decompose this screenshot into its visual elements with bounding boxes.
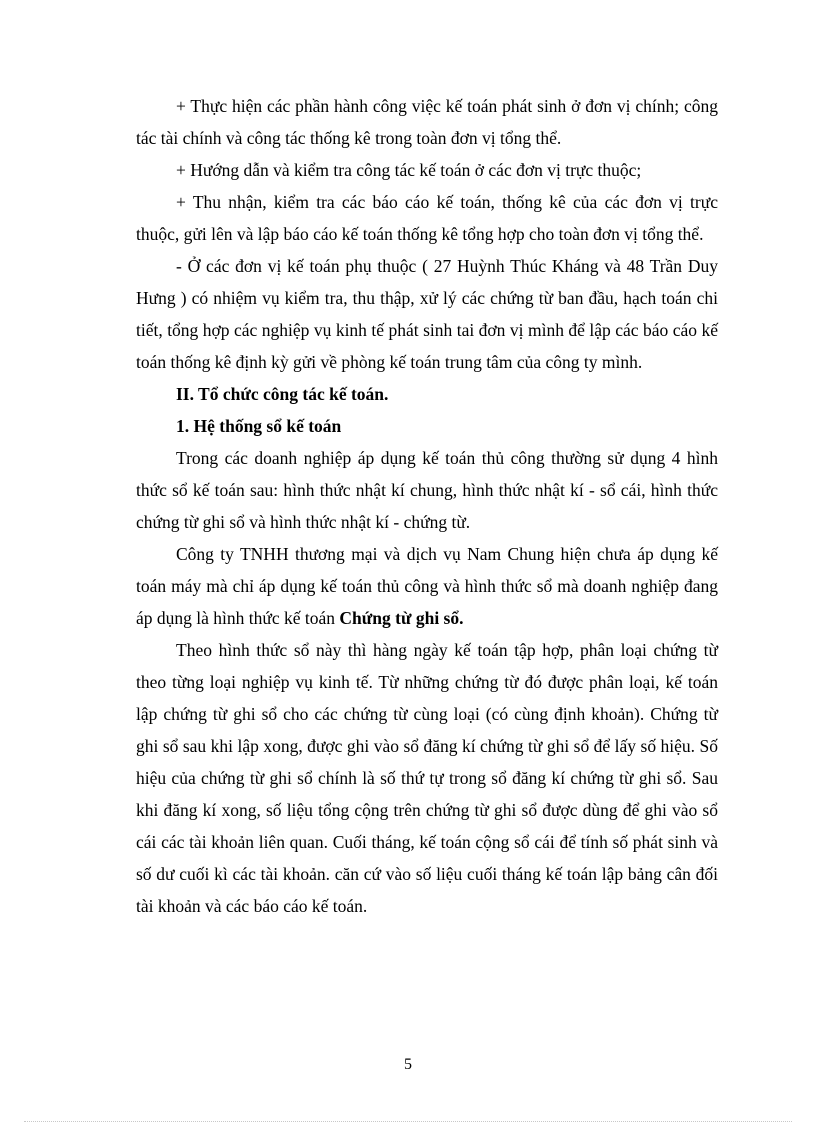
page-bottom-divider: [24, 1121, 792, 1122]
subsection-heading: 1. Hệ thống sổ kế toán: [176, 416, 342, 436]
paragraph-procedure: Theo hình thức sổ này thì hàng ngày kế toán tập hợp, phân loại chứng từ theo từng loại nghiệp vụ kinh tế. Từ những chứng từ đó được phân loại, kế toán lập chứng từ ghi sổ cho các chứng từ cùng loại (có cùng định khoản). Chứng từ ghi sổ sau khi lập xong, được ghi vào sổ đăng kí chứng từ ghi sổ để lấy số hiệu. Số hiệu của chứng từ ghi sổ chính là số thứ tự trong sổ đăng kí chứng từ ghi sổ. Sau khi đăng kí xong, số liệu tổng cộng trên chứng từ ghi sổ được dùng để ghi vào sổ cái các tài khoản liên quan. Cuối tháng, kế toán cộng sổ cái để tính số phát sinh và số dư cuối kì các tài khoản. căn cứ vào số liệu cuối tháng kế toán lập bảng cân đối tài khoản và các báo cáo kế toán.: [136, 640, 718, 916]
paragraph-company-form-text: Công ty TNHH thương mại và dịch vụ Nam Chung hiện chưa áp dụng kế toán máy mà chỉ áp dụng kế toán thủ công và hình thức sổ mà doanh nghiệp đang áp dụng là hình thức kế toán: [136, 544, 718, 628]
paragraph-dependent-units: - Ở các đơn vị kế toán phụ thuộc ( 27 Huỳnh Thúc Kháng và 48 Trần Duy Hưng ) có nhiệm vụ kiểm tra, thu thập, xử lý các chứng từ ban đầu, hạch toán chi tiết, tổng hợp các nghiệp vụ kinh tế phát sinh tai đơn vị mình để lập các báo cáo kế toán thống kê định kỳ gửi về phòng kế toán trung tâm của công ty mình.: [136, 256, 718, 372]
paragraph-main-unit-tasks: + Thực hiện các phần hành công việc kế toán phát sinh ở đơn vị chính; công tác tài chính và công tác thống kê trong toàn đơn vị tổng thể.: [136, 96, 718, 148]
paragraph-guidance: + Hướng dẫn và kiểm tra công tác kế toán ở các đơn vị trực thuộc;: [176, 160, 642, 180]
paragraph-receive-reports: + Thu nhận, kiểm tra các báo cáo kế toán, thống kê của các đơn vị trực thuộc, gửi lên và lập báo cáo kế toán thống kê tổng hợp cho toàn đơn vị tổng thể.: [136, 192, 718, 244]
document-body: [136, 90, 718, 922]
paragraph-company-form-bold: Chứng từ ghi sổ.: [339, 608, 464, 628]
page-number: 5: [404, 1056, 412, 1073]
paragraph-four-forms: Trong các doanh nghiệp áp dụng kế toán thủ công thường sử dụng 4 hình thức sổ kế toán sau: hình thức nhật kí chung, hình thức nhật kí - sổ cái, hình thức chứng từ ghi sổ và hình thức nhật kí - chứng từ.: [136, 448, 718, 532]
paragraph-company-form: [136, 538, 718, 634]
section-heading: II. Tổ chức công tác kế toán.: [176, 384, 389, 404]
